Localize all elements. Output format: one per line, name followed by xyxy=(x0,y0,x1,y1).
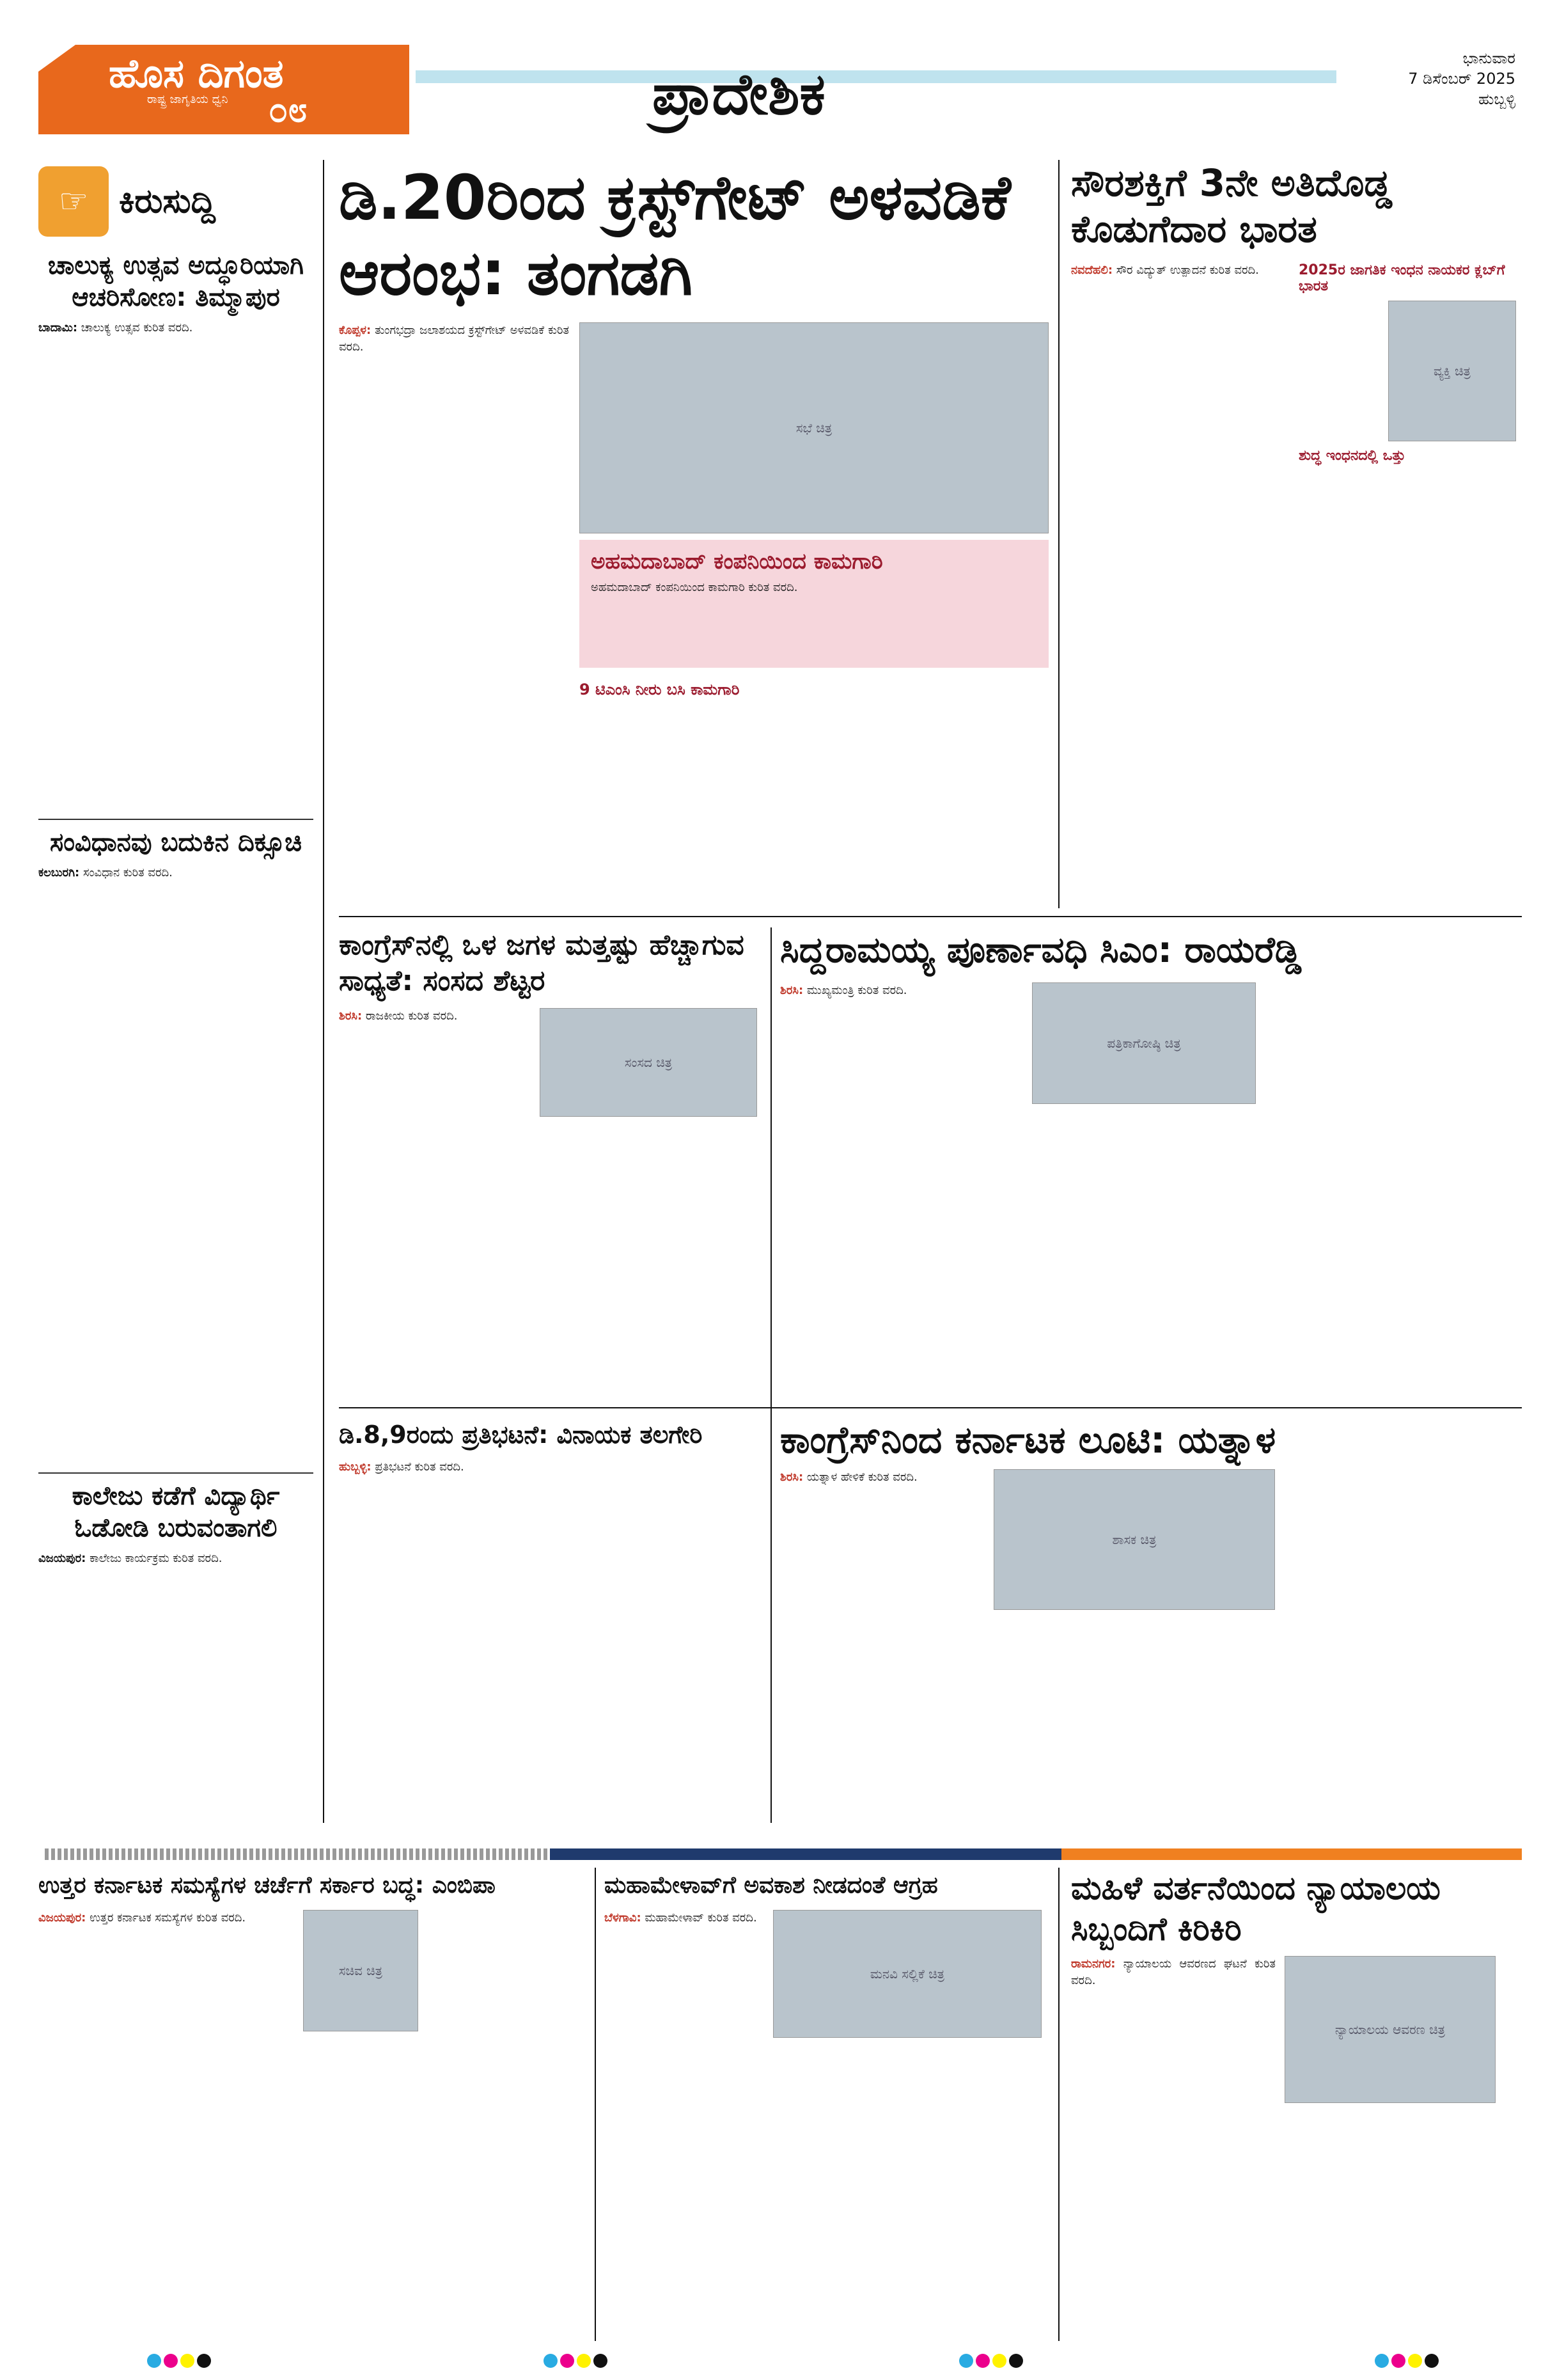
section-bar xyxy=(416,70,1336,83)
north-photo: ಸಚಿವ ಚಿತ್ರ xyxy=(303,1910,418,2031)
mahamelava-headline: ಮಹಾಮೇಳಾವ್‌ಗೆ ಅವಕಾಶ ನೀಡದಂತೆ ಆಗ್ರಹ xyxy=(604,1872,938,1898)
solar-photo: ವ್ಯಕ್ತಿ ಚಿತ್ರ xyxy=(1388,301,1516,441)
brief-item xyxy=(38,249,313,812)
congress-body: ಶಿರಸಿ: ರಾಜಕೀಯ ಕುರಿತ ವರದಿ. xyxy=(339,1009,458,1023)
loot-headline: ಕಾಂಗ್ರೆಸ್‌ನಿಂದ ಕರ್ನಾಟಕ ಲೂಟಿ: ಯತ್ನಾಳ xyxy=(780,1418,1276,1462)
siddaramaiah-body: ಶಿರಸಿ: ಮುಖ್ಯಮಂತ್ರಿ ಕುರಿತ ವರದಿ. xyxy=(780,984,907,997)
siddaramaiah-headline: ಸಿದ್ದರಾಮಯ್ಯ ಪೂರ್ಣಾವಧಿ ಸಿಎಂ: ರಾಯರೆಡ್ಡಿ xyxy=(780,929,1302,971)
brief-body: ಬಾದಾಮಿ: ಚಾಲುಕ್ಯ ಉತ್ಸವ ಕುರಿತ ವರದಿ. xyxy=(38,321,193,335)
protest-body: ಹುಬ್ಬಳ್ಳಿ: ಪ್ರತಿಭಟನೆ ಕುರಿತ ವರದಿ. xyxy=(339,1460,464,1474)
lead-body-col1: ಕೊಪ್ಪಳ: ತುಂಗಭದ್ರಾ ಜಲಾಶಯದ ಕ್ರಸ್ಟ್‌ಗೇಟ್ ಅಳವಡಿಕೆ ಕುರಿತ ವರದಿ. xyxy=(339,324,569,354)
woman-story xyxy=(1071,1868,1519,2341)
loot-photo: ಶಾಸಕ ಚಿತ್ರ xyxy=(994,1469,1275,1610)
logo-tagline: ರಾಷ್ಟ್ರ ಜಾಗೃತಿಯ ಧ್ವನಿ xyxy=(147,93,228,106)
mahamelava-body: ಬೆಳಗಾವಿ: ಮಹಾಮೇಳಾವ್ ಕುರಿತ ವರದಿ. xyxy=(604,1911,757,1925)
infobox-title: ಅಹಮದಾಬಾದ್ ಕಂಪನಿಯಿಂದ ಕಾಮಗಾರಿ xyxy=(591,549,883,574)
solar-headline: ಸೌರಶಕ್ತಿಗೆ 3ನೇ ಅತಿದೊಡ್ಡ ಕೊಡುಗೆದಾರ ಭಾರತ xyxy=(1071,161,1392,251)
siddaramaiah-photo: ಪತ್ರಿಕಾಗೋಷ್ಠಿ ಚಿತ್ರ xyxy=(1032,982,1256,1104)
date: 7 ಡಿಸೆಂಬರ್ 2025 xyxy=(1408,70,1515,88)
congress-photo: ಸಂಸದ ಚಿತ್ರ xyxy=(540,1008,757,1117)
brief-title: ಚಾಲುಕ್ಯ ಉತ್ಸವ ಅದ್ಧೂರಿಯಾಗಿ ಆಚರಿಸೋಣ: ತಿಮ್ಮಾಪುರ xyxy=(47,251,304,312)
infobox-body: ಅಹಮದಾಬಾದ್ ಕಂಪನಿಯಿಂದ ಕಾಮಗಾರಿ ಕುರಿತ ವರದಿ. xyxy=(591,581,798,594)
solar-body: ನವದೆಹಲಿ: ಸೌರ ವಿದ್ಯುತ್ ಉತ್ಪಾದನೆ ಕುರಿತ ವರದಿ. xyxy=(1071,264,1259,277)
pointing-hand-icon: ☞ xyxy=(38,166,109,237)
newspaper-logo: ಹೊಸ ದಿಗಂತ xyxy=(109,50,284,97)
page-number: ೦೮ xyxy=(269,90,308,130)
registration-dots xyxy=(147,2354,214,2370)
north-headline: ಉತ್ತರ ಕರ್ನಾಟಕ ಸಮಸ್ಯೆಗಳ ಚರ್ಚೆಗೆ ಸರ್ಕಾರ ಬದ್ಧ: ಎಂಬಿಪಾ xyxy=(38,1872,496,1898)
masthead xyxy=(0,0,1541,147)
solar-story xyxy=(1071,160,1519,908)
north-body: ವಿಜಯಪುರ: ಉತ್ತರ ಕರ್ನಾಟಕ ಸಮಸ್ಯೆಗಳ ಕುರಿತ ವರದಿ. xyxy=(38,1911,246,1925)
briefs-column xyxy=(38,166,313,1817)
congress-story xyxy=(339,927,761,1401)
lead-infobox xyxy=(579,540,1049,668)
loot-story xyxy=(780,1417,1522,1826)
brief-title: ಕಾಲೇಜು ಕಡೆಗೆ ವಿದ್ಯಾರ್ಥಿ ಓಡೋಡಿ ಬರುವಂತಾಗಲಿ xyxy=(72,1481,280,1543)
section-title: ಪ್ರಾದೇಶಿಕ xyxy=(652,61,825,128)
mahamelava-story xyxy=(604,1868,1052,2341)
briefs-label: ಕಿರುಸುದ್ದಿ xyxy=(119,182,215,221)
lead-story xyxy=(339,160,1049,908)
lead-subhead: 9 ಟಿಎಂಸಿ ನೀರು ಬಸಿ ಕಾಮಗಾರಿ xyxy=(579,681,740,698)
brief-body: ಕಲಬುರಗಿ: ಸಂವಿಧಾನ ಕುರಿತ ವರದಿ. xyxy=(38,866,173,879)
woman-headline: ಮಹಿಳೆ ವರ್ತನೆಯಿಂದ ನ್ಯಾಯಾಲಯ ಸಿಬ್ಬಂದಿಗೆ ಕಿರಿಕಿರಿ xyxy=(1071,1870,1441,1948)
briefs-header xyxy=(38,166,313,237)
brief-body: ವಿಜಯಪುರ: ಕಾಲೇಜು ಕಾರ್ಯಕ್ರಮ ಕುರಿತ ವರದಿ. xyxy=(38,1552,223,1565)
north-story xyxy=(38,1868,588,2341)
mahamelava-photo: ಮನವಿ ಸಲ್ಲಿಕೆ ಚಿತ್ರ xyxy=(773,1910,1042,2038)
siddaramaiah-story xyxy=(780,927,1522,1401)
woman-body: ರಾಮನಗರ: ನ್ಯಾಯಾಲಯ ಆವರಣದ ಘಟನೆ ಕುರಿತ ವರದಿ. xyxy=(1071,1957,1276,1987)
woman-photo: ನ್ಯಾಯಾಲಯ ಆವರಣ ಚಿತ್ರ xyxy=(1285,1956,1496,2103)
solar-sub2: ಶುದ್ಧ ಇಂಧನದಲ್ಲಿ ಒತ್ತು xyxy=(1299,448,1406,464)
registration-dots xyxy=(544,2354,610,2370)
loot-body: ಶಿರಸಿ: ಯತ್ನಾಳ ಹೇಳಿಕೆ ಕುರಿತ ವರದಿ. xyxy=(780,1470,918,1484)
lead-headline: ಡಿ.20ರಿಂದ ಕ್ರಸ್ಟ್‌ಗೇಟ್ ಅಳವಡಿಕೆ ಆರಂಭ: ತಂಗಡಗಿ xyxy=(339,162,1011,309)
date-block xyxy=(1349,48,1515,109)
protest-story xyxy=(339,1417,761,1826)
brief-item xyxy=(38,1480,313,1889)
registration-dots xyxy=(1375,2354,1441,2370)
solar-sub1: 2025ರ ಜಾಗತಿಕ ಇಂಧನ ನಾಯಕರ ಕ್ಲಬ್‌ಗೆ ಭಾರತ xyxy=(1299,262,1505,294)
congress-headline: ಕಾಂಗ್ರೆಸ್‌ನಲ್ಲಿ ಒಳ ಜಗಳ ಮತ್ತಷ್ಟು ಹೆಚ್ಚಾಗುವ ಸಾಧ್ಯತೆ: ಸಂಸದ ಶೆಟ್ಟರ xyxy=(339,929,744,997)
city: ಹುಬ್ಬಳ್ಳಿ xyxy=(1478,90,1515,108)
day: ಭಾನುವಾರ xyxy=(1462,49,1515,67)
registration-dots xyxy=(959,2354,1026,2370)
protest-headline: ಡಿ.8,9ರಂದು ಪ್ರತಿಭಟನೆ: ವಿನಾಯಕ ತಲಗೇರಿ xyxy=(339,1421,703,1449)
brief-item xyxy=(38,826,313,1466)
brief-title: ಸಂವಿಧಾನವು ಬದುಕಿನ ದಿಕ್ಸೂಚಿ xyxy=(49,828,302,857)
lead-photo: ಸಭೆ ಚಿತ್ರ xyxy=(579,322,1049,533)
